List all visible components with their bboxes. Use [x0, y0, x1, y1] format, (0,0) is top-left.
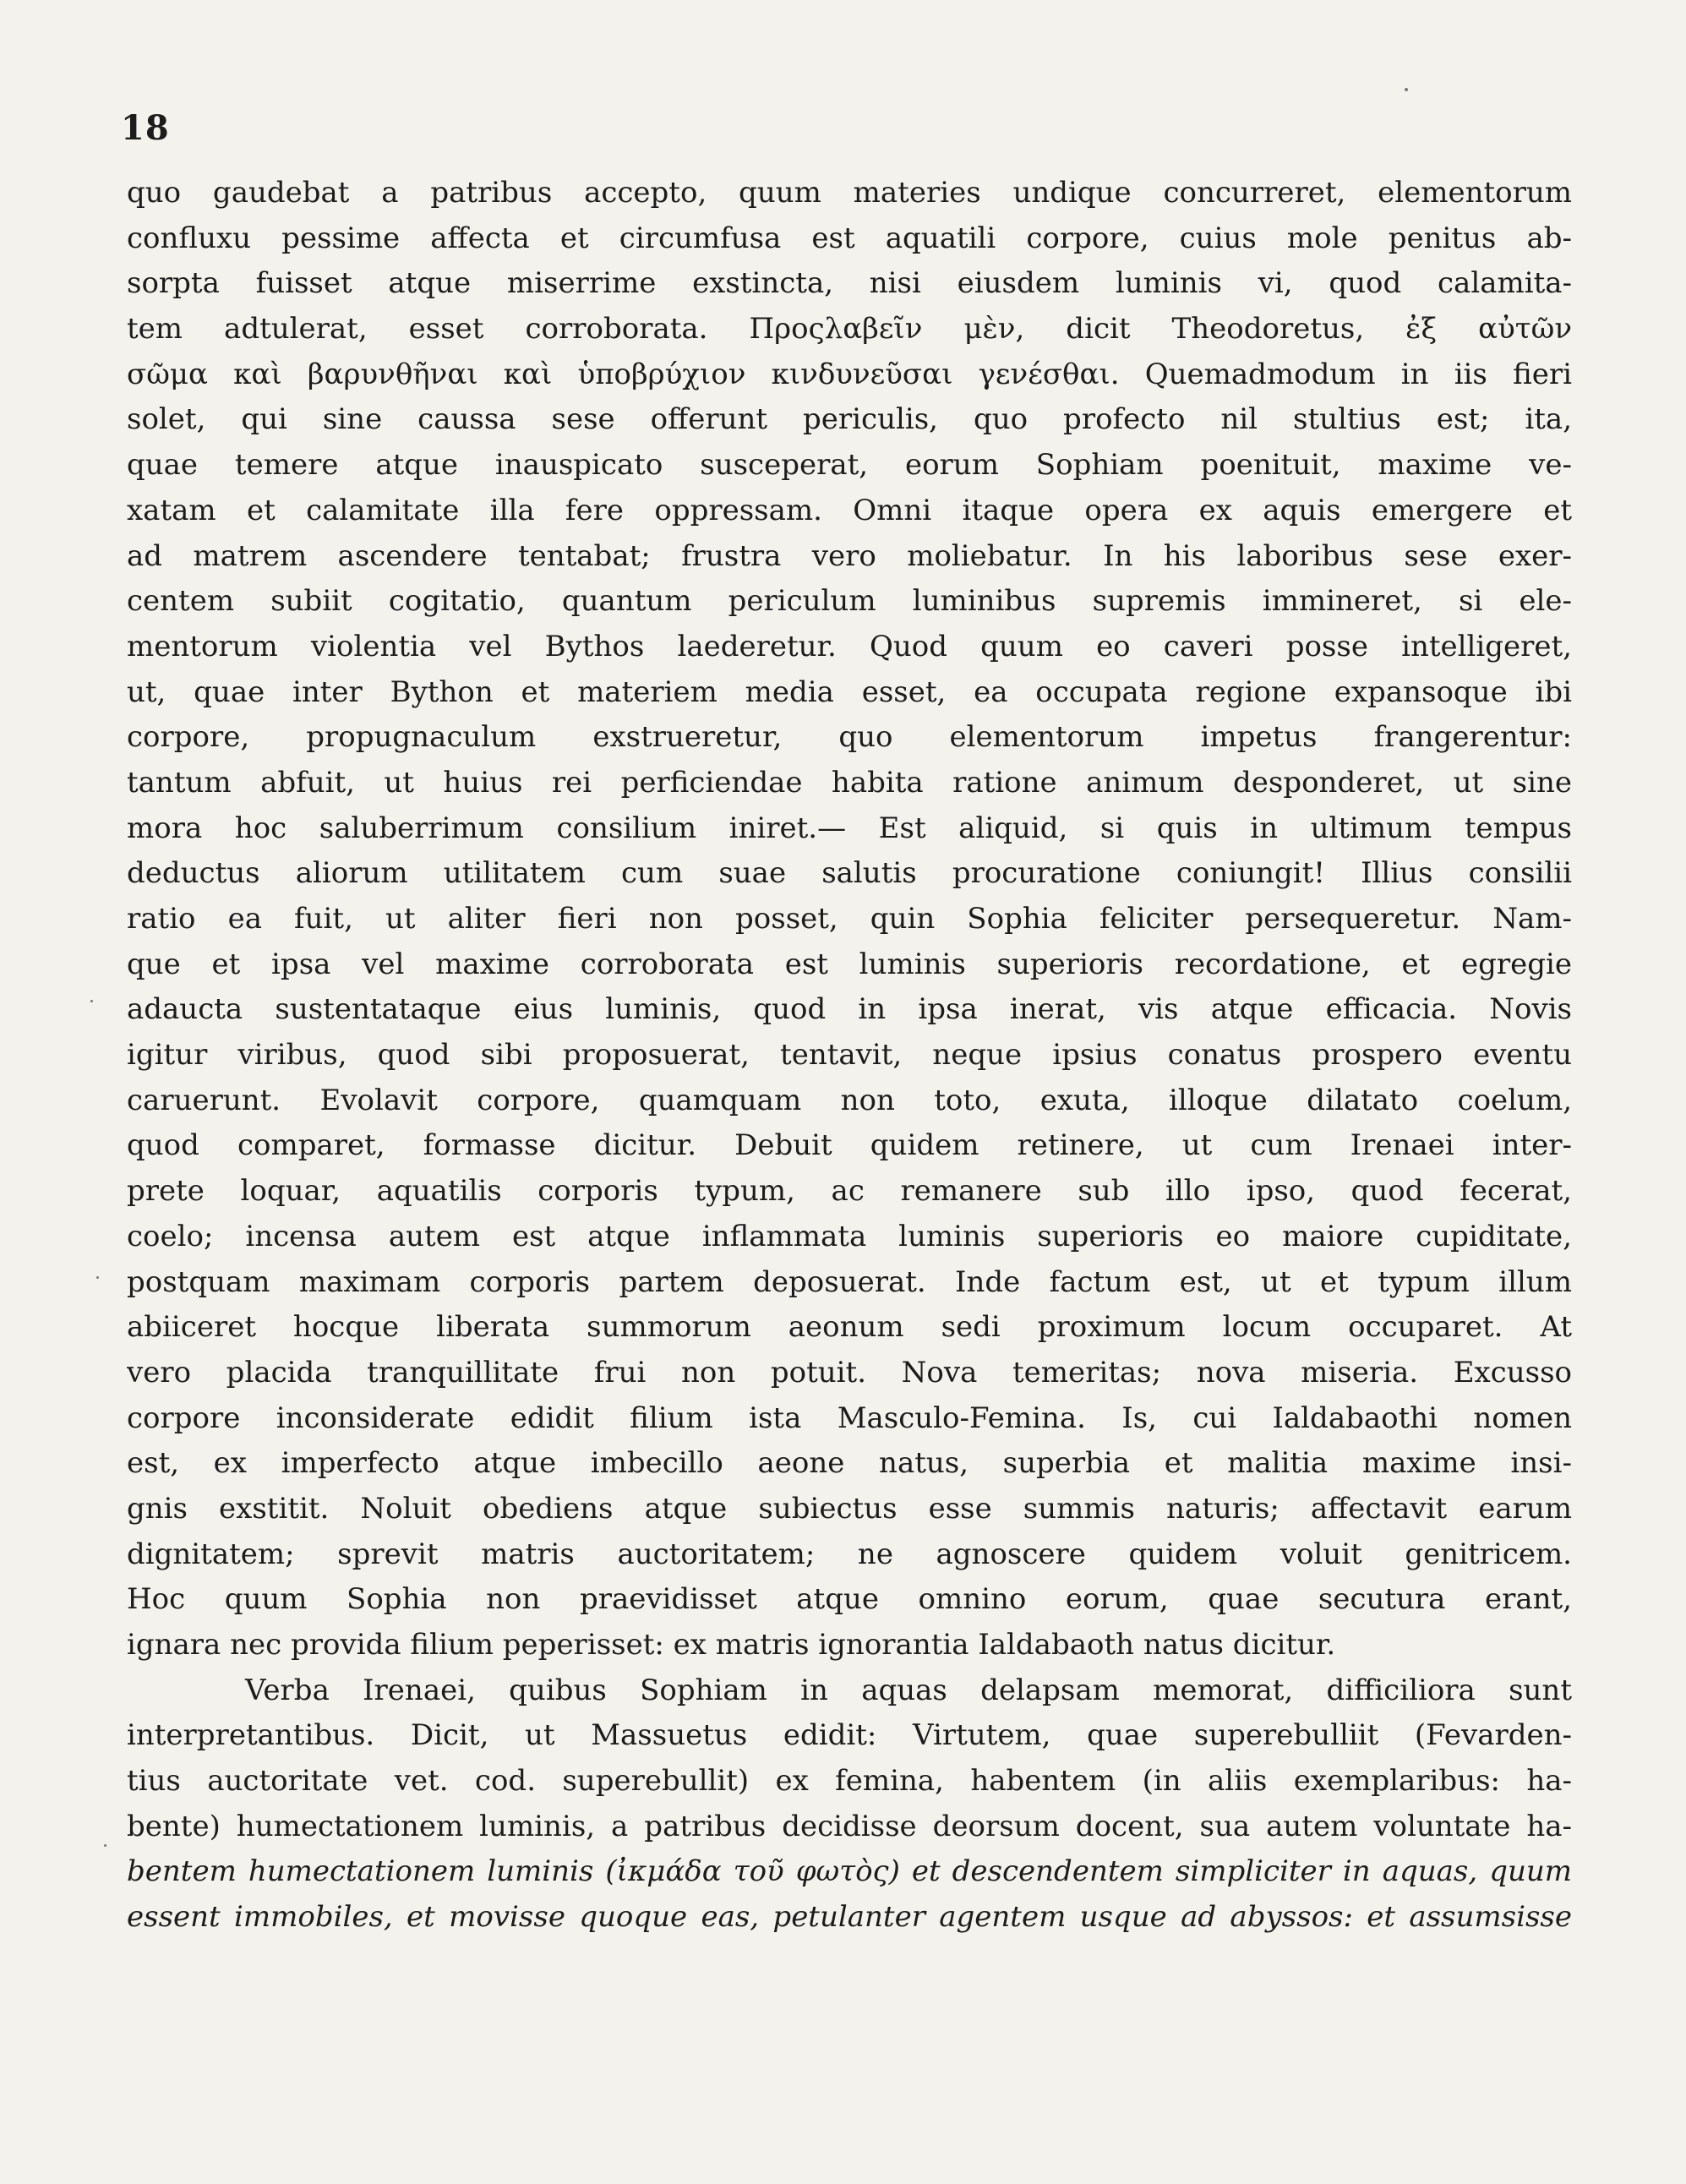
text-line: ut, quae inter Bython et materiem media esset, ea occupata regione expansoque ibi	[127, 674, 1572, 709]
text-line: mentorum violentia vel Bythos laederetur. Quod quum eo caveri posse intelligeret,	[127, 629, 1572, 663]
text-line: deductus aliorum utilitatem cum suae salutis procuratione coniungit! Illius consilii	[127, 856, 1572, 891]
text-line: quo gaudebat a patribus accepto, quum materies undique concurreret, elementorum	[127, 176, 1572, 210]
text-line: interpretantibus. Dicit, ut Massuetus edidit: Virtutem, quae superebulliit (Fevarden-	[127, 1718, 1572, 1753]
text-line: gnis exstitit. Noluit obediens atque subiectus esse summis naturis; affectavit earum	[127, 1491, 1572, 1526]
text-line: quod comparet, formasse dicitur. Debuit quidem retinere, ut cum Irenaei inter-	[127, 1128, 1572, 1163]
text-line: igitur viribus, quod sibi proposuerat, tentavit, neque ipsius conatus prospero eventu	[127, 1038, 1572, 1073]
text-line: ignara nec provida filium peperisset: ex matris ignorantia Ialdabaoth natus dicitur.	[127, 1628, 1336, 1662]
text-line: est, ex imperfecto atque imbecillo aeone natus, superbia et malitia maxime insi-	[127, 1446, 1572, 1481]
text-line: coelo; incensa autem est atque inflammata luminis superioris eo maiore cupiditate,	[127, 1219, 1572, 1253]
paper-speck	[90, 1000, 93, 1002]
paper-speck	[96, 1276, 99, 1279]
text-line: bente) humectationem luminis, a patribus decidisse deorsum docent, sua autem voluntate ha-	[127, 1809, 1572, 1843]
paper-speck	[104, 1844, 106, 1847]
text-line: Verba Irenaei, quibus Sophiam in aquas delapsam memorat, difficiliora sunt	[245, 1673, 1572, 1707]
text-line: que et ipsa vel maxime corroborata est luminis superioris recordatione, et egregie	[127, 947, 1572, 981]
text-line: vero placida tranquillitate frui non potuit. Nova temeritas; nova miseria. Excusso	[127, 1355, 1572, 1390]
text-line: centem subiit cogitatio, quantum periculum luminibus supremis immineret, si ele-	[127, 584, 1572, 619]
text-line: caruerunt. Evolavit corpore, quamquam non toto, exuta, illoque dilatato coelum,	[127, 1083, 1572, 1117]
text-line: postquam maximam corporis partem deposuerat. Inde factum est, ut et typum illum	[127, 1264, 1572, 1299]
text-line: corpore, propugnaculum exstrueretur, quo elementorum impetus frangerentur:	[127, 720, 1572, 755]
paper-speck	[1405, 88, 1408, 91]
text-line: essent immobiles, et movisse quoque eas, petulanter agentem usque ad abyssos: et assumsisse	[127, 1900, 1572, 1935]
text-line: solet, qui sine caussa sese offerunt periculis, quo profecto nil stultius est; ita,	[127, 402, 1572, 437]
text-line: abiiceret hocque liberata summorum aeonum sedi proximum locum occuparet. At	[127, 1310, 1572, 1345]
text-line: Hoc quum Sophia non praevidisset atque omnino eorum, quae secutura erant,	[127, 1582, 1572, 1617]
text-line: σῶμα καὶ βαρυνθῆναι καὶ ὑποβρύχιον κινδυνεῦσαι γενέσθαι. Quemadmodum in iis fieri	[127, 357, 1572, 391]
paragraph-2	[127, 1668, 1572, 1941]
text-line: dignitatem; sprevit matris auctoritatem; ne agnoscere quidem voluit genitricem.	[127, 1537, 1572, 1571]
text-line: quae temere atque inauspicato susceperat, eorum Sophiam poenituit, maxime ve-	[127, 448, 1572, 483]
paragraph-1	[127, 171, 1572, 1668]
text-line: tantum abfuit, ut huius rei perficiendae habita ratione animum desponderet, ut sine	[127, 765, 1572, 800]
text-line: ad matrem ascendere tentabat; frustra vero moliebatur. In his laboribus sese exer-	[127, 538, 1572, 573]
text-line: corpore inconsiderate edidit filium ista Masculo-Femina. Is, cui Ialdabaothi nomen	[127, 1400, 1572, 1435]
text-line: adaucta sustentataque eius luminis, quod in ipsa inerat, vis atque efficacia. Novis	[127, 992, 1572, 1027]
text-line: ratio ea fuit, ut aliter fieri non posset, quin Sophia feliciter persequeretur. Nam-	[127, 902, 1572, 936]
text-line: xatam et calamitate illa fere oppressam. Omni itaque opera ex aquis emergere et	[127, 493, 1572, 527]
text-line: tem adtulerat, esset corroborata. Προςλαβεῖν μὲν, dicit Theodoretus, ἐξ αὐτῶν	[127, 312, 1572, 347]
text-line: prete loquar, aquatilis corporis typum, ac remanere sub illo ipso, quod fecerat,	[127, 1174, 1572, 1209]
text-line: sorpta fuisset atque miserrime exstincta, nisi eiusdem luminis vi, quod calamita-	[127, 266, 1572, 301]
text-line: tius auctoritate vet. cod. superebullit) ex femina, habentem (in aliis exemplaribus: ha-	[127, 1764, 1572, 1799]
body-text	[127, 171, 1572, 1941]
page-number: 18	[121, 108, 170, 148]
text-line: bentem humectationem luminis (ἰκμάδα τοῦ φωτὸς) et descendentem simpliciter in aquas, quum	[127, 1854, 1572, 1889]
text-line: mora hoc saluberrimum consilium iniret.— Est aliquid, si quis in ultimum tempus	[127, 811, 1572, 845]
text-line: confluxu pessime affecta et circumfusa est aquatili corpore, cuius mole penitus ab-	[127, 221, 1572, 255]
